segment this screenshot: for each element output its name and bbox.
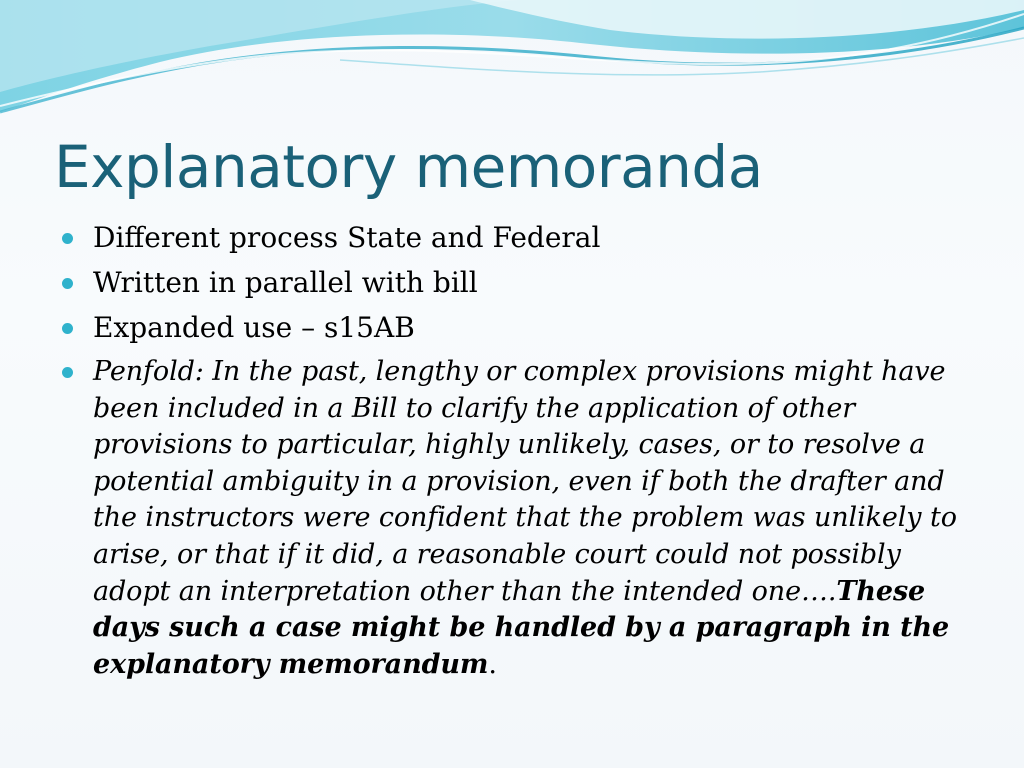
bullet-dot-icon: [62, 233, 73, 244]
slide-title: Explanatory memoranda: [54, 133, 763, 201]
header-wave-decoration: [0, 0, 1024, 125]
bullet-text: Written in parallel with bill: [93, 266, 478, 299]
quote-emphasis: These days such a case might be handled by a paragraph in the explanatory memorandum: [93, 575, 950, 680]
quote-bullet-item: [62, 354, 982, 683]
quote-end: .: [488, 648, 497, 680]
bullet-item: [62, 264, 982, 302]
bullet-text: Different process State and Federal: [93, 221, 601, 254]
bullet-item: [62, 219, 982, 257]
quote-text: Penfold: In the past, lengthy or complex provisions might have been included in a Bill to clarify the application of other provisions to particular, highly unlikely, cases, or to resolve a potential ambiguity in a provision, even if both the drafter and the instructors were confident that the problem was unlikely to arise, or that if it did, a reasonable court could not possibly adopt an interpretation other than the intended one….: [93, 356, 957, 607]
bullet-dot-icon: [62, 323, 73, 334]
bullet-text: Expanded use – s15AB: [93, 311, 415, 344]
bullet-list: [62, 219, 982, 690]
bullet-dot-icon: [62, 278, 73, 289]
bullet-item: [62, 309, 982, 347]
bullet-dot-icon: [62, 367, 73, 378]
